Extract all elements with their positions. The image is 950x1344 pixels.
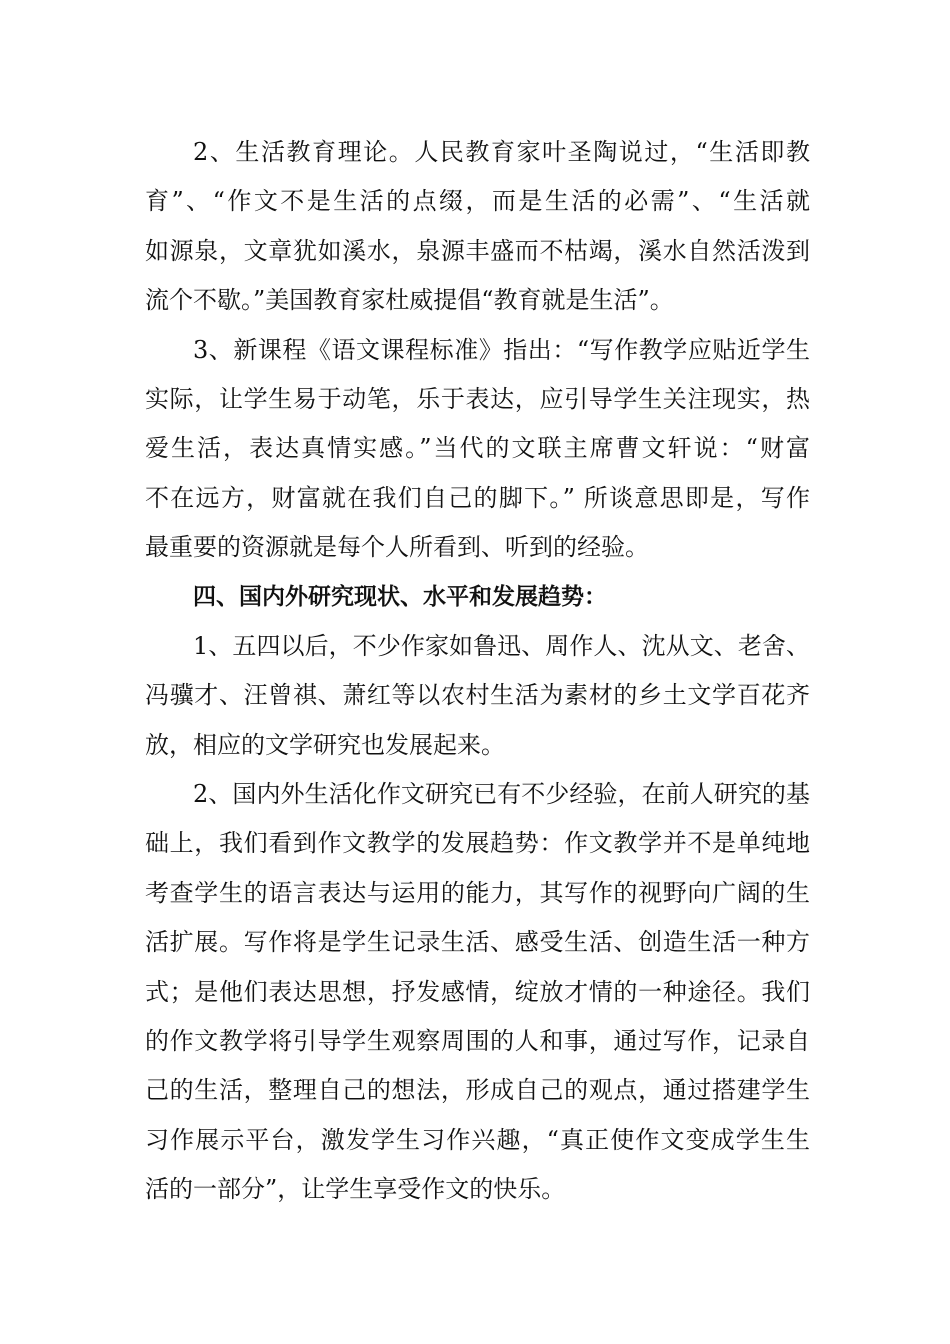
paragraph-4-1-line-3: 放，相应的文学研究也发展起来。 <box>145 730 505 759</box>
paragraph-4-1-line-1: 1、五四以后，不少作家如鲁迅、周作人、沈从文、老舍、 <box>193 631 810 660</box>
document-body <box>145 128 810 1215</box>
paragraph-3-line-4: 不在远方，财富就在我们自己的脚下。” 所谈意思即是，写作 <box>145 483 810 512</box>
paragraph-4-2-line-9: 活的一部分”，让学生享受作文的快乐。 <box>145 1175 566 1204</box>
paragraph-3-line-2: 实际，让学生易于动笔，乐于表达，应引导学生关注现实，热 <box>145 384 810 413</box>
paragraph-4-2-line-5: 式；是他们表达思想，抒发感情，绽放才情的一种途径。我们 <box>145 977 810 1006</box>
paragraph-2-line-1: 2、生活教育理论。人民教育家叶圣陶说过，“生活即教 <box>193 138 810 166</box>
paragraph-3-line-3: 爱生活，表达真情实感。”当代的文联主席曹文轩说：“财富 <box>145 434 810 463</box>
paragraph-4-2-line-4: 活扩展。写作将是学生记录生活、感受生活、创造生活一种方 <box>145 928 810 957</box>
paragraph-4-1-line-2: 冯骥才、汪曾祺、萧红等以农村生活为素材的乡土文学百花齐 <box>145 681 810 710</box>
paragraph-2-line-2: 育”、“作文不是生活的点缀，而是生活的必需”、“生活就 <box>145 187 810 216</box>
paragraph-4-2-line-7: 己的生活，整理自己的想法，形成自己的观点，通过搭建学生 <box>145 1076 810 1105</box>
paragraph-2-line-3: 如源泉，文章犹如溪水，泉源丰盛而不枯竭，溪水自然活泼到 <box>145 236 810 265</box>
paragraph-4-2-line-8: 习作展示平台，激发学生习作兴趣，“真正使作文变成学生生 <box>145 1125 810 1154</box>
section-heading: 四、国内外研究现状、水平和发展趋势： <box>193 583 607 610</box>
paragraph-4-2-line-1: 2、国内外生活化作文研究已有不少经验，在前人研究的基 <box>193 780 810 809</box>
paragraph-2-line-4: 流个不歇。”美国教育家杜威提倡“教育就是生活”。 <box>145 286 674 315</box>
paragraph-3-line-1: 3、新课程《语文课程标准》指出：“写作教学应贴近学生 <box>193 335 810 364</box>
paragraph-4-2-line-6: 的作文教学将引导学生观察周围的人和事，通过写作，记录自 <box>145 1027 810 1056</box>
paragraph-4-2-line-2: 础上，我们看到作文教学的发展趋势：作文教学并不是单纯地 <box>145 829 810 858</box>
paragraph-4-2-line-3: 考查学生的语言表达与运用的能力，其写作的视野向广阔的生 <box>145 878 810 907</box>
paragraph-3-line-5: 最重要的资源就是每个人所看到、听到的经验。 <box>145 533 649 562</box>
